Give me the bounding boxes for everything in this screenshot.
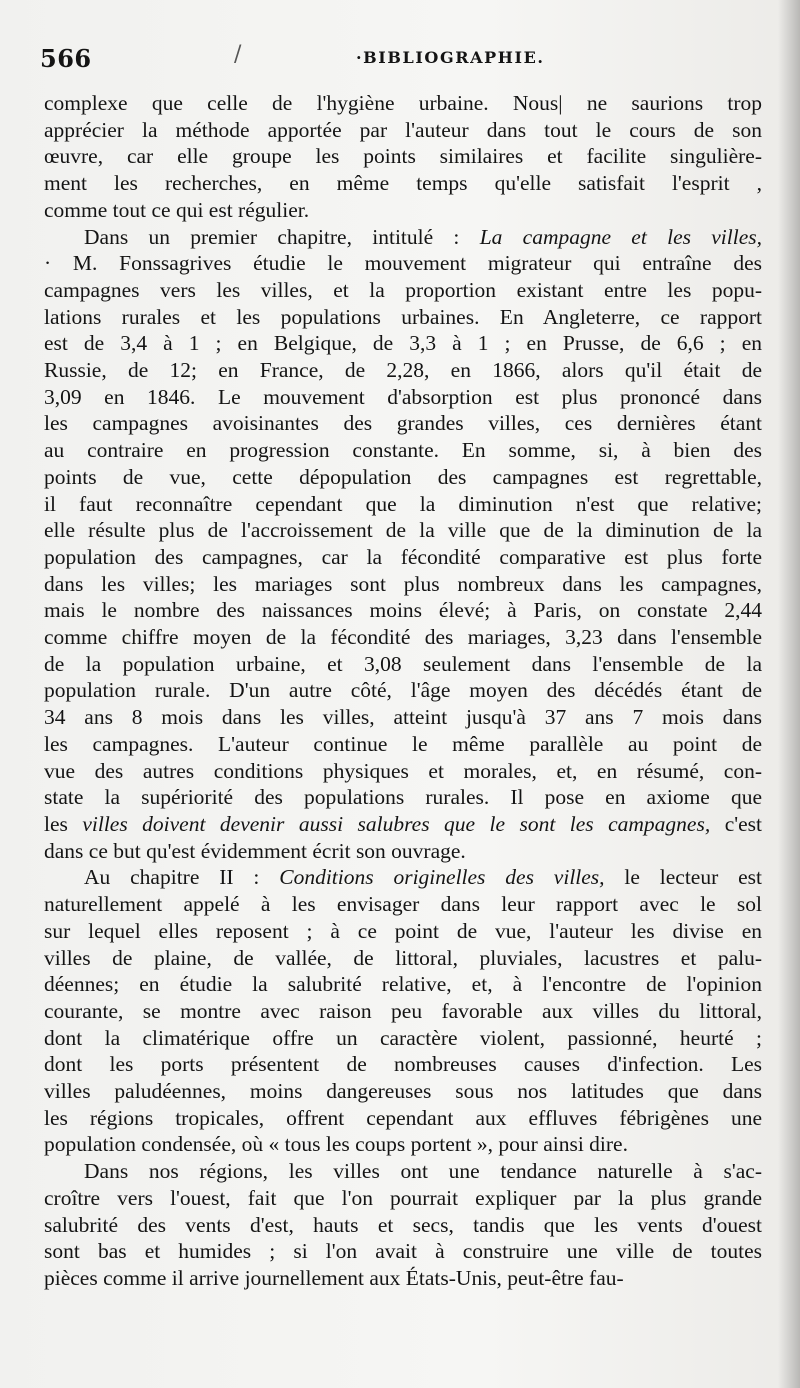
text-line bbox=[44, 571, 762, 598]
text-line bbox=[44, 1025, 762, 1052]
text-segment: sur lequel elles reposent ; à ce point de vue, l'auteur les divise en bbox=[44, 918, 762, 943]
text-line bbox=[44, 918, 762, 945]
text-line bbox=[44, 758, 762, 785]
paragraph bbox=[44, 864, 762, 1158]
text-line bbox=[44, 945, 762, 972]
text-segment: points de vue, cette dépopulation des campagnes est regrettable, bbox=[44, 464, 762, 489]
text-segment: de la population urbaine, et 3,08 seulement dans l'ensemble de la bbox=[44, 651, 762, 676]
text-segment: salubrité des vents d'est, hauts et secs, tandis que les vents d'ouest bbox=[44, 1212, 762, 1237]
text-segment: comme chiffre moyen de la fécondité des mariages, 3,23 dans l'ensemble bbox=[44, 625, 762, 650]
text-line bbox=[44, 891, 762, 918]
text-segment: ment les recherches, en même temps qu'elle satisfait l'esprit , bbox=[44, 171, 762, 196]
text-line bbox=[44, 357, 762, 384]
text-line bbox=[44, 517, 762, 544]
text-line bbox=[44, 330, 762, 357]
text-segment: elle résulte plus de l'accroissement de la ville que de la diminution de la bbox=[44, 518, 762, 543]
text-line bbox=[44, 464, 762, 491]
text-segment: est de 3,4 à 1 ; en Belgique, de 3,3 à 1 ; en Prusse, de 6,6 ; en bbox=[44, 331, 762, 356]
text-line bbox=[44, 864, 762, 891]
text-segment: state la supériorité des populations rurales. Il pose en axiome que bbox=[44, 785, 762, 810]
text-segment: · M. Fonssagrives étudie le mouvement migrateur qui entraîne des bbox=[44, 251, 762, 276]
page-edge-shadow bbox=[778, 0, 800, 1388]
text-segment: 3,09 en 1846. Le mouvement d'absorption est plus prononcé dans bbox=[44, 384, 762, 409]
text-segment: 34 ans 8 mois dans les villes, atteint jusqu'à 37 ans 7 mois dans bbox=[44, 705, 762, 730]
text-line bbox=[44, 998, 762, 1025]
italic-text: La campagne et les villes, bbox=[479, 224, 763, 249]
text-line bbox=[44, 197, 762, 224]
text-segment: œuvre, car elle groupe les points similaires et facilite singulière- bbox=[44, 144, 762, 169]
text-segment: les bbox=[44, 811, 83, 836]
text-line bbox=[44, 277, 762, 304]
text-line bbox=[44, 1238, 762, 1265]
text-line bbox=[44, 250, 762, 277]
text-line bbox=[44, 624, 762, 651]
text-segment: le lecteur est bbox=[604, 865, 762, 890]
text-segment: lations rurales et les populations urbaines. En Angleterre, ce rapport bbox=[44, 304, 762, 329]
text-line bbox=[44, 1051, 762, 1078]
text-segment: les campagnes. L'auteur continue le même parallèle au point de bbox=[44, 731, 762, 756]
text-line bbox=[44, 1185, 762, 1212]
text-segment: comme tout ce qui est régulier. bbox=[44, 197, 310, 222]
text-segment: au contraire en progression constante. En somme, si, à bien des bbox=[44, 438, 762, 463]
text-segment: Russie, de 12; en France, de 2,28, en 1866, alors qu'il était de bbox=[44, 358, 762, 383]
text-segment: pièces comme il arrive journellement aux États-Unis, peut-être fau- bbox=[44, 1265, 624, 1290]
text-line bbox=[44, 677, 762, 704]
text-line bbox=[44, 971, 762, 998]
page-number: 566 bbox=[40, 44, 92, 73]
text-line bbox=[44, 838, 762, 865]
text-line bbox=[44, 1105, 762, 1132]
header-mark: / bbox=[234, 42, 242, 67]
text-segment: sont bas et humides ; si l'on avait à construire une ville de toutes bbox=[44, 1239, 762, 1264]
text-segment: Au chapitre II : bbox=[84, 865, 280, 890]
text-line bbox=[44, 731, 762, 758]
text-segment: apprécier la méthode apportée par l'auteur dans tout le cours de son bbox=[44, 117, 762, 142]
text-line bbox=[44, 1265, 762, 1292]
text-segment: dont la climatérique offre un caractère violent, passionné, heurté ; bbox=[44, 1025, 762, 1050]
text-line bbox=[44, 597, 762, 624]
text-line bbox=[44, 304, 762, 331]
text-segment: les campagnes avoisinantes des grandes villes, ces dernières étant bbox=[44, 411, 762, 436]
text-segment: dans ce but qu'est évidemment écrit son ouvrage. bbox=[44, 838, 466, 863]
text-line bbox=[44, 90, 762, 117]
paragraph bbox=[44, 90, 762, 224]
text-segment: population condensée, où « tous les coups portent », pour ainsi dire. bbox=[44, 1132, 628, 1157]
text-segment: population des campagnes, car la fécondité comparative est plus forte bbox=[44, 544, 762, 569]
text-segment: mais le nombre des naissances moins élevé; à Paris, on constate 2,44 bbox=[44, 598, 762, 623]
paragraph bbox=[44, 1158, 762, 1292]
paragraph bbox=[44, 224, 762, 865]
text-segment: dont les ports présentent de nombreuses causes d'infection. Les bbox=[44, 1052, 762, 1077]
text-line bbox=[44, 1131, 762, 1158]
italic-text: Conditions originelles des villes, bbox=[279, 865, 605, 890]
text-line bbox=[44, 437, 762, 464]
text-segment: villes paludéennes, moins dangereuses sous nos latitudes que dans bbox=[44, 1079, 762, 1104]
text-segment: Dans un premier chapitre, intitulé : bbox=[84, 224, 480, 249]
text-line bbox=[44, 651, 762, 678]
text-segment: population rurale. D'un autre côté, l'âge moyen des décédés étant de bbox=[44, 678, 762, 703]
text-segment: campagnes vers les villes, et la proportion existant entre les popu- bbox=[44, 277, 762, 302]
text-line bbox=[44, 784, 762, 811]
text-segment: croître vers l'ouest, fait que l'on pourrait expliquer par la plus grande bbox=[44, 1185, 762, 1210]
text-line bbox=[44, 143, 762, 170]
running-title: ·BIBLIOGRAPHIE. bbox=[356, 48, 545, 67]
text-segment: dans les villes; les mariages sont plus nombreux dans les campagnes, bbox=[44, 571, 762, 596]
text-line bbox=[44, 704, 762, 731]
text-segment: c'est bbox=[710, 811, 762, 836]
text-segment: il faut reconnaître cependant que la diminution n'est que relative; bbox=[44, 491, 762, 516]
text-segment: vue des autres conditions physiques et morales, et, en résumé, con- bbox=[44, 758, 762, 783]
text-line bbox=[44, 410, 762, 437]
text-segment: villes de plaine, de vallée, de littoral, pluviales, lacustres et palu- bbox=[44, 945, 762, 970]
text-segment: complexe que celle de l'hygiène urbaine. Nous| ne saurions trop bbox=[44, 91, 762, 115]
text-segment: naturellement appelé à les envisager dans leur rapport avec le sol bbox=[44, 892, 762, 917]
text-segment: courante, se montre avec raison peu favorable aux villes du littoral, bbox=[44, 998, 762, 1023]
text-line bbox=[44, 811, 762, 838]
text-line bbox=[44, 1078, 762, 1105]
text-line bbox=[44, 491, 762, 518]
text-line bbox=[44, 544, 762, 571]
page-body bbox=[44, 90, 762, 1292]
text-line bbox=[44, 1212, 762, 1239]
text-segment: Dans nos régions, les villes ont une tendance naturelle à s'ac- bbox=[84, 1159, 762, 1184]
italic-text: villes doivent devenir aussi salubres que le sont les campagnes, bbox=[82, 811, 711, 836]
text-segment: les régions tropicales, offrent cependant aux effluves fébrigènes une bbox=[44, 1105, 762, 1130]
text-line bbox=[44, 170, 762, 197]
text-line bbox=[44, 1158, 762, 1185]
page-header bbox=[40, 44, 760, 78]
text-line bbox=[44, 224, 762, 251]
text-segment: déennes; en étudie la salubrité relative, et, à l'encontre de l'opinion bbox=[44, 972, 762, 997]
text-line bbox=[44, 117, 762, 144]
text-line bbox=[44, 384, 762, 411]
